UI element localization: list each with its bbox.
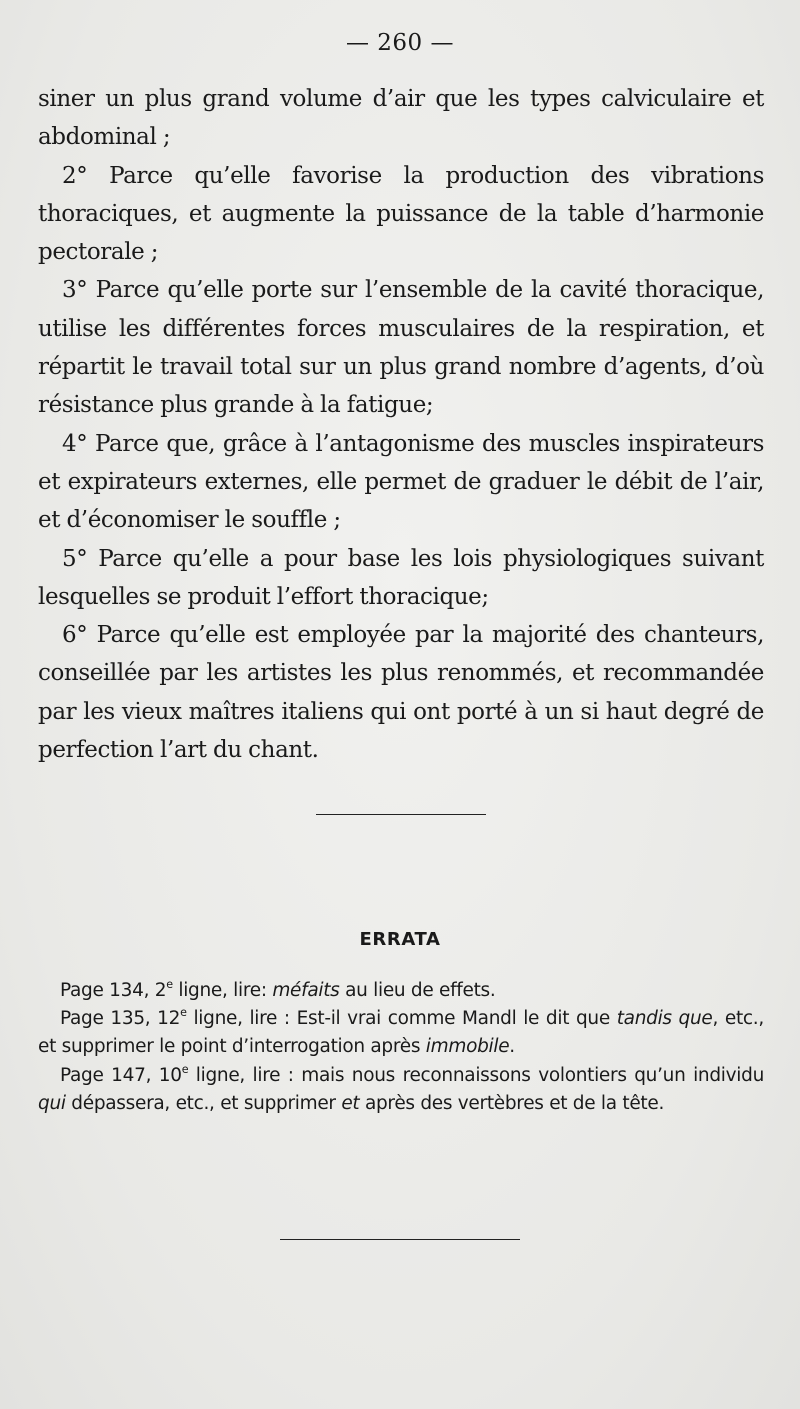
errata-text: dépassera, etc., et supprimer [65,1092,342,1114]
errata-text: . [509,1036,515,1058]
errata-entry [38,977,764,1005]
closing-divider [280,1239,520,1240]
errata-instruction: ligne, lire : mais nous reconnaissons volontiers qu’un individu [188,1064,764,1086]
errata-page-ref: Page 134, [60,980,150,1001]
errata-text: au lieu de effets. [339,980,496,1001]
errata-list [38,977,764,1118]
errata-text: après des vertèbres et de la tête. [359,1092,665,1114]
errata-page-ref: Page 147, [60,1064,152,1086]
errata-line-sup: e [166,978,173,992]
errata-line-number: 12 [157,1008,181,1030]
page-number: — 260 — [345,30,455,56]
paragraph-point-3: 3° Parce qu’elle porte sur l’ensemble de la cavité thoracique, utilise les différentes forces musculaires de la respiration, et répartit le travail total sur un plus grand nombre d’agents, d’où résistance plus grande à la fatigue; [38,277,764,419]
errata-line-sup: e [181,1062,189,1076]
errata-line-number: 2 [154,980,167,1001]
errata-italic-word: qui [38,1092,66,1114]
paragraph-point-6: 6° Parce qu’elle est employée par la majorité des chanteurs, conseillée par les artistes les plus renommés, et recommandée par les vieux maîtres italiens qui ont porté à un si haut degré de perfection l’art du chant. [38,622,764,764]
errata-italic-word: tandis que [616,1008,713,1030]
errata-page-ref: Page 135, [60,1008,151,1030]
errata-title: ERRATA [359,929,441,950]
paragraph-point-4: 4° Parce que, grâce à l’antagonisme des muscles inspirateurs et expirateurs externes, elle permet de graduer le débit de l’air, et d’économiser le souffle ; [38,430,764,534]
errata-italic-word: méfaits [272,980,340,1001]
body-text [38,80,764,769]
errata-instruction: ligne, lire : Est-il vrai comme Mandl le dit que [186,1008,617,1030]
errata-line-number: 10 [158,1064,182,1086]
errata-italic-word: immobile [425,1036,510,1058]
errata-text: , etc., et supprimer le point d’interrogation après [38,1008,764,1058]
paragraph-continuation: siner un plus grand volume d’air que les types calviculaire et abdominal ; [38,86,764,151]
paragraph-point-2: 2° Parce qu’elle favorise la production des vibrations thoraciques, et augmente la puissance de la table d’harmonie pectorale ; [38,162,764,266]
section-divider [316,814,486,815]
errata-entry [38,1005,764,1061]
errata-entry [38,1062,764,1118]
errata-line-sup: e [180,1006,187,1020]
errata-italic-word: et [341,1092,360,1114]
errata-instruction: ligne, lire: [172,980,273,1001]
paragraph-point-5: 5° Parce qu’elle a pour base les lois physiologiques suivant lesquelles se produit l’effort thoracique; [38,545,764,610]
